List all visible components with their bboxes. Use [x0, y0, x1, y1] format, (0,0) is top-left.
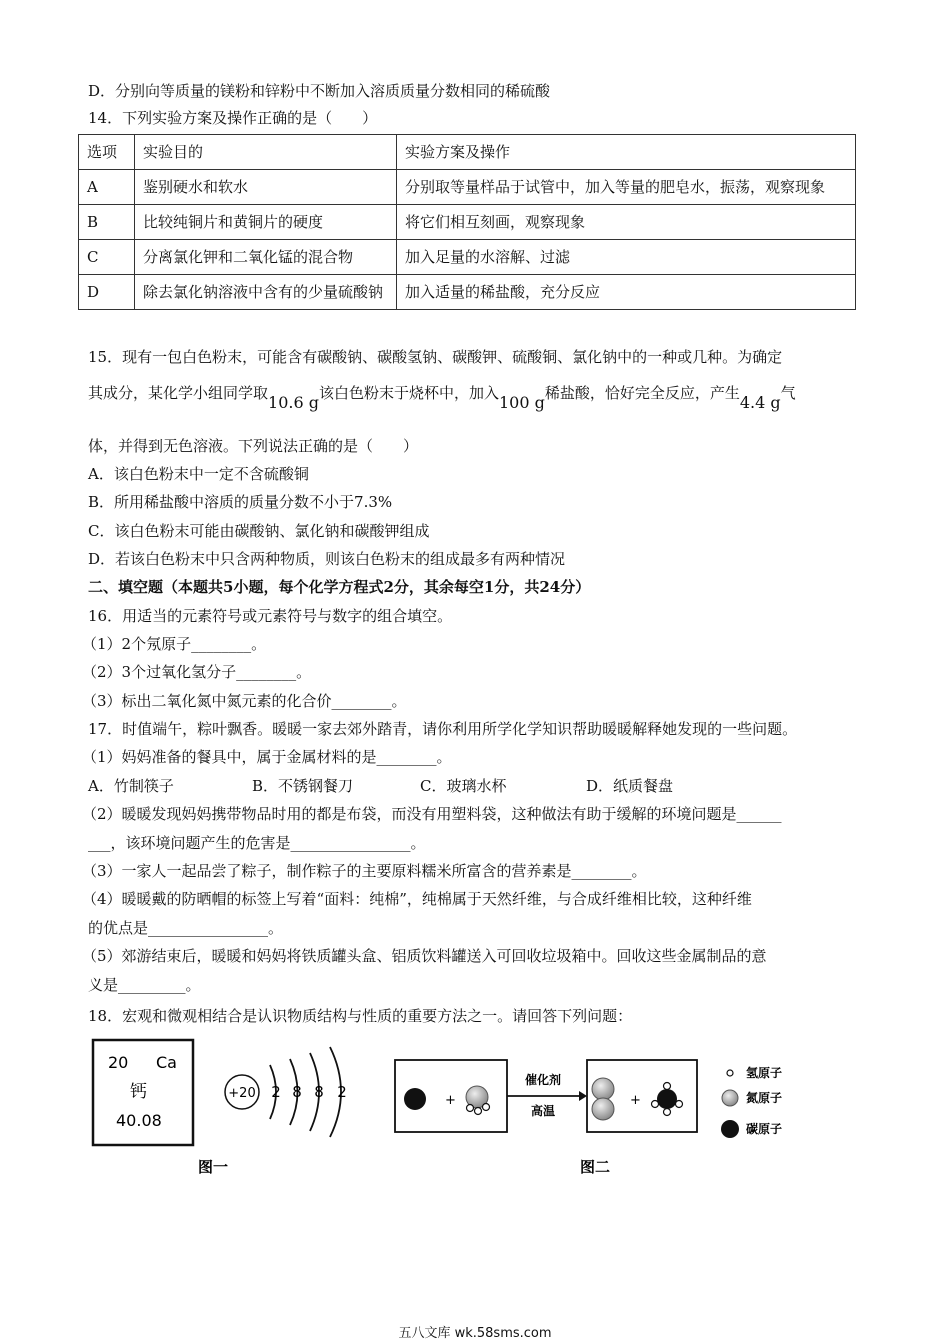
- legend-nitrogen-label: 氮原子: [746, 1091, 783, 1105]
- row-option: C: [79, 240, 135, 275]
- element-symbol: Ca: [156, 1053, 177, 1072]
- q17-part2-line2: ___，该环境问题产生的危害是________________。: [88, 834, 426, 852]
- hydrogen-atom: [664, 1083, 671, 1090]
- hydrogen-atom: [483, 1104, 490, 1111]
- q17-part5-line1: （5）郊游结束后，暖暖和妈妈将铁质罐头盒、铝质饮料罐送入可回收垃圾箱中。回收这些金属制品的意: [82, 947, 767, 965]
- header-purpose: 实验目的: [135, 135, 397, 170]
- q17-option-b: B．不锈钢餐刀: [252, 777, 354, 795]
- q15-line2: [88, 382, 796, 412]
- row-method: 加入适量的稀盐酸，充分反应: [397, 275, 856, 310]
- hydrogen-atom: [467, 1105, 474, 1112]
- row-option: B: [79, 205, 135, 240]
- header-option: 选项: [79, 135, 135, 170]
- q17-part4-line2: 的优点是________________。: [88, 919, 284, 937]
- q17-option-c: C．玻璃水杯: [420, 777, 507, 795]
- q15-text-d: 气: [780, 384, 796, 402]
- condition-high-temp: 高温: [530, 1104, 556, 1118]
- row-purpose: 分离氯化钾和二氧化锰的混合物: [135, 240, 397, 275]
- q16-part1: （1）2个氖原子________。: [82, 635, 267, 653]
- condition-catalyst: 催化剂: [524, 1073, 562, 1087]
- legend-hydrogen-label: 氢原子: [746, 1066, 783, 1080]
- atomic-number: 20: [108, 1053, 129, 1072]
- q18-stem: 18．宏观和微观相结合是认识物质结构与性质的重要方法之一。请回答下列问题：: [88, 1007, 633, 1025]
- figure-one: [80, 1035, 380, 1190]
- table-row: [79, 205, 856, 240]
- section-heading: 二、填空题（本题共5小题，每个化学方程式2分，其余每空1分，共24分）: [88, 578, 591, 596]
- row-method: 分别取等量样品于试管中，加入等量的肥皂水，振荡，观察现象: [397, 170, 856, 205]
- legend-nitrogen-icon: [722, 1090, 738, 1106]
- hydrogen-atom: [652, 1101, 659, 1108]
- q16-part3: （3）标出二氧化氮中氮元素的化合价________。: [82, 692, 407, 710]
- nucleus-charge: +20: [228, 1086, 256, 1101]
- q17-part4-line1: （4）暖暖戴的防晒帽的标签上写着“面料：纯棉”，纯棉属于天然纤维，与合成纤维相比较，这种纤维: [82, 890, 752, 908]
- q17-part3: （3）一家人一起品尝了粽子，制作粽子的主要原料糯米所富含的营养素是________。: [82, 862, 647, 880]
- q17-stem: 17．时值端午，粽叶飘香。暖暖一家去郊外踏青，请你利用所学化学知识帮助暖暖解释她发现的一些问题。: [88, 720, 798, 738]
- table-row: [79, 275, 856, 310]
- q15-mass-powder: 10.6 g: [268, 393, 319, 412]
- q15-text-a: 其成分，某化学小组同学取: [88, 384, 269, 402]
- q16-part2: （2）3个过氧化氢分子________。: [82, 663, 312, 681]
- q15-mass-acid: 100 g: [498, 393, 545, 412]
- q15-text-c: 稀盐酸，恰好完全反应，产生: [544, 384, 740, 402]
- row-option: D: [79, 275, 135, 310]
- q15-option-d: D．若该白色粉末中只含两种物质，则该白色粉末的组成最多有两种情况: [88, 550, 566, 568]
- shell-electrons: 8: [314, 1083, 324, 1101]
- figure-two: [385, 1035, 805, 1190]
- hydrogen-atom: [676, 1101, 683, 1108]
- legend-carbon-icon: [721, 1120, 739, 1138]
- header-method: 实验方案及操作: [397, 135, 856, 170]
- shell-electrons: 2: [337, 1083, 347, 1101]
- q15-line3: 体，并得到无色溶液。下列说法正确的是（ ）: [88, 437, 419, 455]
- nitrogen-atom: [592, 1098, 614, 1120]
- row-option: A: [79, 170, 135, 205]
- figure-one-caption: 图一: [197, 1158, 229, 1176]
- q17-part1: （1）妈妈准备的餐具中，属于金属材料的是________。: [82, 748, 452, 766]
- q17-part5-line2: 义是_________。: [88, 976, 201, 994]
- q17-option-a: A．竹制筷子: [88, 777, 174, 795]
- figure-two-caption: 图二: [579, 1158, 611, 1176]
- row-method: 加入足量的水溶解、过滤: [397, 240, 856, 275]
- hydrogen-atom: [664, 1109, 671, 1116]
- q15-option-b: B．所用稀盐酸中溶质的质量分数不小于7.3%: [88, 493, 393, 511]
- table-row: [79, 170, 856, 205]
- table-row: [79, 240, 856, 275]
- row-purpose: 除去氯化钠溶液中含有的少量硫酸钠: [135, 275, 397, 310]
- q14-stem: 14．下列实验方案及操作正确的是（ ）: [88, 109, 378, 127]
- atomic-mass: 40.08: [116, 1111, 162, 1130]
- row-purpose: 比较纯铜片和黄铜片的硬度: [135, 205, 397, 240]
- q15-line1: 15．现有一包白色粉末，可能含有碳酸钠、碳酸氢钠、碳酸钾、硫酸铜、氯化钠中的一种或几种。为确定: [88, 348, 783, 366]
- row-purpose: 鉴别硬水和软水: [135, 170, 397, 205]
- q16-stem: 16．用适当的元素符号或元素符号与数字的组合填空。: [88, 607, 453, 625]
- element-name: 钙: [130, 1082, 147, 1102]
- carbon-atom: [404, 1088, 426, 1110]
- shell-electrons: 8: [292, 1083, 302, 1101]
- footer-watermark: 五八文库 wk.58sms.com: [398, 1326, 552, 1341]
- q15-mass-gas: 4.4 g: [739, 393, 781, 412]
- shell-electrons: 2: [271, 1083, 281, 1101]
- carbon-atom: [657, 1089, 677, 1109]
- legend-carbon-label: 碳原子: [746, 1122, 783, 1136]
- hydrogen-atom: [475, 1108, 482, 1115]
- plus-sign: +: [630, 1093, 641, 1108]
- q17-part2-line1: （2）暖暖发现妈妈携带物品时用的都是布袋，而没有用塑料袋，这种做法有助于缓解的环境问题是______: [82, 805, 782, 823]
- q13-option-d: D．分别向等质量的镁粉和锌粉中不断加入溶质质量分数相同的稀硫酸: [88, 82, 551, 100]
- q14-table: [78, 134, 856, 310]
- plus-sign: +: [445, 1093, 456, 1108]
- nitrogen-atom: [592, 1078, 614, 1100]
- arrow-head: [579, 1091, 587, 1101]
- q15-text-b: 该白色粉末于烧杯中，加入: [318, 384, 499, 402]
- q17-option-d: D．纸质餐盘: [586, 777, 674, 795]
- q15-option-a: A．该白色粉末中一定不含硫酸铜: [88, 465, 309, 483]
- row-method: 将它们相互刻画，观察现象: [397, 205, 856, 240]
- legend-hydrogen-icon: [727, 1070, 733, 1076]
- table-header-row: [79, 135, 856, 170]
- q15-option-c: C．该白色粉末可能由碳酸钠、氯化钠和碳酸钾组成: [88, 522, 430, 540]
